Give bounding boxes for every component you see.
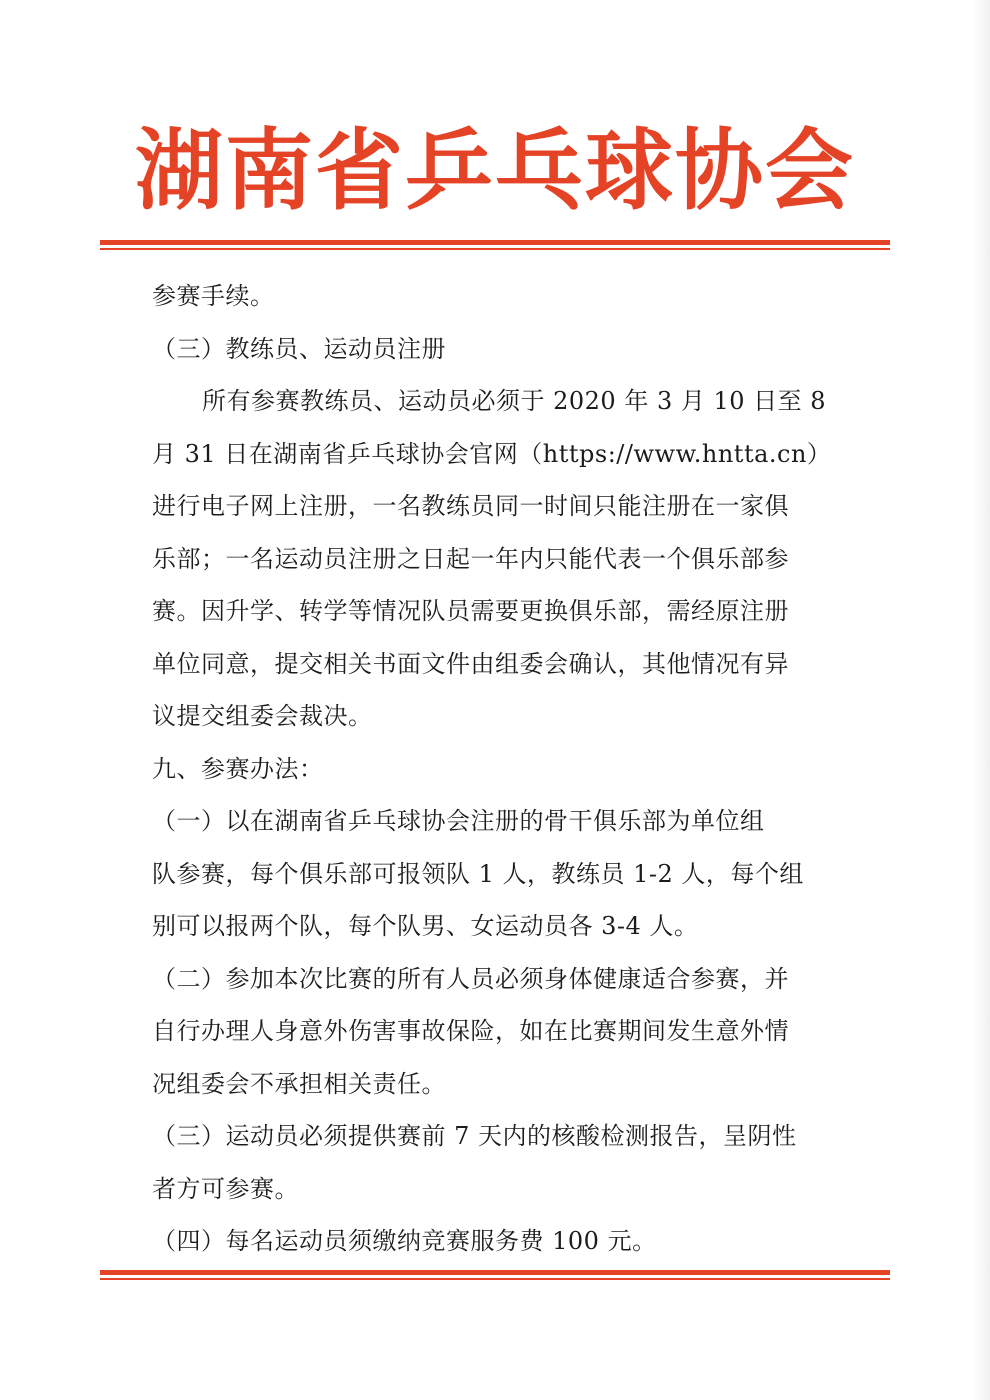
body-line: （二）参加本次比赛的所有人员必须身体健康适合参赛，并 (152, 964, 789, 993)
body-line: 赛。因升学、转学等情况队员需要更换俱乐部，需经原注册 (152, 597, 789, 625)
body-line: 进行电子网上注册，一名教练员同一时间只能注册在一家俱 (152, 492, 789, 520)
body-line: 况组委会不承担相关责任。 (152, 1069, 446, 1098)
body-line: 者方可参赛。 (152, 1174, 299, 1203)
body-line: （一）以在湖南省乒乓球协会注册的骨干俱乐部为单位组 (152, 807, 765, 835)
divider-thick-line (100, 1270, 890, 1275)
paragraph-first-line: 所有参赛教练员、运动员必须于 2020 年 3 月 10 日至 8 (202, 387, 827, 415)
divider-thin-line (100, 1278, 890, 1280)
body-line: 参赛手续。 (152, 282, 275, 310)
body-line: 月 31 日在湖南省乒乓球协会官网（https://www.hntta.cn） (152, 439, 832, 468)
body-line: （四）每名运动员须缴纳竞赛服务费 100 元。 (152, 1227, 657, 1255)
section-heading: 九、参赛办法： (152, 754, 324, 783)
footer-divider (100, 1270, 890, 1280)
document-body (152, 270, 842, 1268)
body-line: 自行办理人身意外伤害事故保险，如在比赛期间发生意外情 (152, 1017, 789, 1045)
body-line: （三）运动员必须提供赛前 7 天内的核酸检测报告，呈阴性 (152, 1122, 797, 1150)
body-line: 单位同意，提交相关书面文件由组委会确认，其他情况有异 (152, 649, 789, 678)
divider-thick-line (100, 240, 890, 245)
body-line: 队参赛，每个俱乐部可报领队 1 人，教练员 1-2 人，每个组 (152, 859, 804, 888)
body-line: 乐部；一名运动员注册之日起一年内只能代表一个俱乐部参 (152, 544, 789, 573)
letterhead-title: 湖南省乒乓球协会 (134, 118, 855, 222)
divider-thin-line (100, 248, 890, 250)
body-line: 别可以报两个队，每个队男、女运动员各 3-4 人。 (152, 912, 699, 940)
section-heading: （三）教练员、运动员注册 (152, 334, 446, 363)
body-line: 议提交组委会裁决。 (152, 702, 373, 730)
letterhead-divider (100, 240, 890, 250)
